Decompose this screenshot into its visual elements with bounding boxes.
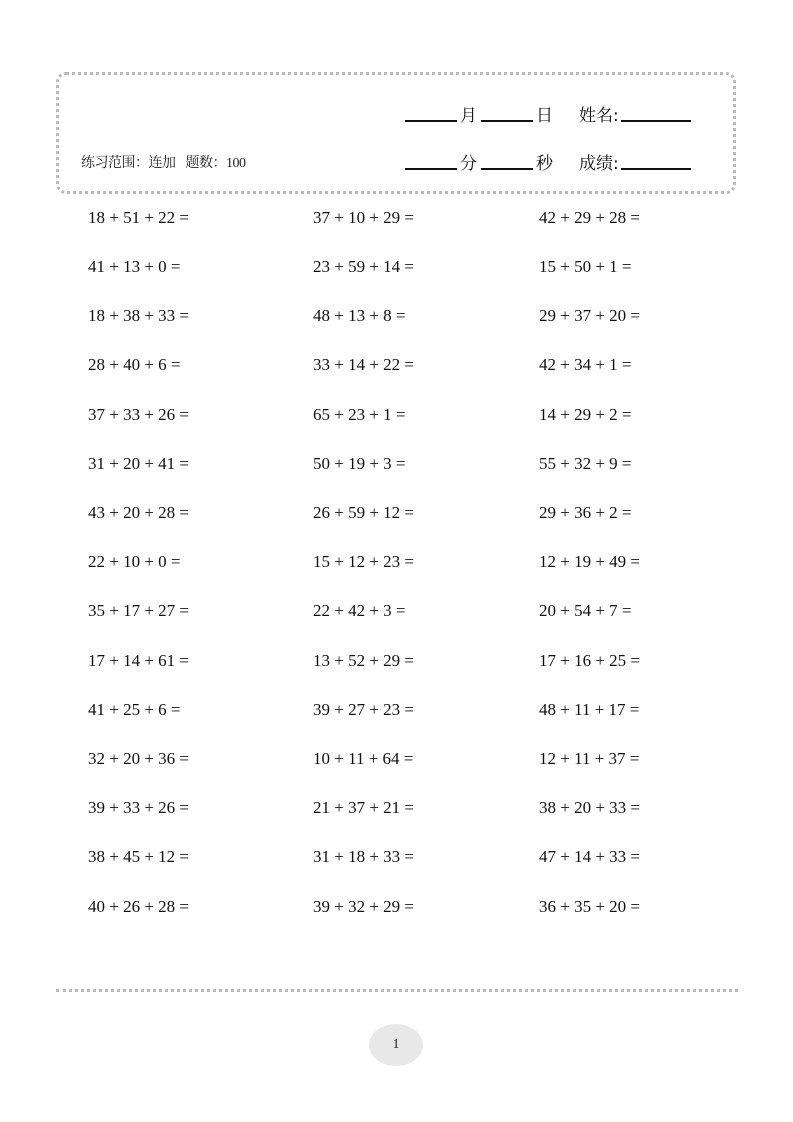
practice-range-label: 练习范围：连加 bbox=[81, 155, 176, 171]
problem-item: 43 + 20 + 28 = bbox=[88, 503, 190, 522]
problem-item: 21 + 37 + 21 = bbox=[313, 798, 415, 817]
problem-item: 22 + 10 + 0 = bbox=[88, 552, 181, 571]
problem-item: 50 + 19 + 3 = bbox=[313, 454, 406, 473]
problem-item: 17 + 14 + 61 = bbox=[88, 651, 190, 670]
practice-info bbox=[81, 152, 245, 172]
problem-item: 15 + 12 + 23 = bbox=[313, 552, 415, 571]
problem-item: 23 + 59 + 14 = bbox=[313, 257, 415, 276]
problem-item: 33 + 14 + 22 = bbox=[313, 355, 415, 374]
problem-item: 37 + 10 + 29 = bbox=[313, 208, 415, 227]
count-label: 题数： bbox=[185, 155, 226, 171]
problem-item: 17 + 16 + 25 = bbox=[539, 651, 641, 670]
problem-item: 38 + 20 + 33 = bbox=[539, 798, 641, 817]
problem-item: 10 + 11 + 64 = bbox=[313, 749, 414, 768]
problem-item: 29 + 37 + 20 = bbox=[539, 306, 641, 325]
problem-item: 37 + 33 + 26 = bbox=[88, 405, 190, 424]
problem-item: 55 + 32 + 9 = bbox=[539, 454, 632, 473]
problem-item: 35 + 17 + 27 = bbox=[88, 601, 190, 620]
problem-item: 42 + 34 + 1 = bbox=[539, 355, 632, 374]
problem-item: 39 + 32 + 29 = bbox=[313, 897, 415, 916]
problem-item: 41 + 13 + 0 = bbox=[88, 257, 181, 276]
day-label: 日 bbox=[536, 106, 553, 126]
problem-item: 20 + 54 + 7 = bbox=[539, 601, 632, 620]
worksheet-header bbox=[56, 72, 736, 194]
name-blank[interactable] bbox=[621, 119, 691, 122]
minute-blank[interactable] bbox=[405, 167, 457, 170]
problem-item: 38 + 45 + 12 = bbox=[88, 847, 190, 866]
page-number: 1 bbox=[392, 1037, 400, 1052]
day-blank[interactable] bbox=[481, 119, 533, 122]
problem-item: 13 + 52 + 29 = bbox=[313, 651, 415, 670]
problem-item: 12 + 11 + 37 = bbox=[539, 749, 640, 768]
footer-divider bbox=[56, 989, 738, 992]
problem-item: 18 + 51 + 22 = bbox=[88, 208, 190, 227]
problem-item: 48 + 13 + 8 = bbox=[313, 306, 406, 325]
problem-item: 40 + 26 + 28 = bbox=[88, 897, 190, 916]
score-label: 成绩: bbox=[579, 154, 619, 174]
problem-item: 48 + 11 + 17 = bbox=[539, 700, 640, 719]
problem-item: 36 + 35 + 20 = bbox=[539, 897, 641, 916]
problem-item: 15 + 50 + 1 = bbox=[539, 257, 632, 276]
problem-item: 42 + 29 + 28 = bbox=[539, 208, 641, 227]
count-value: 100 bbox=[225, 156, 246, 171]
month-label: 月 bbox=[460, 106, 477, 126]
problem-item: 39 + 33 + 26 = bbox=[88, 798, 190, 817]
problem-item: 32 + 20 + 36 = bbox=[88, 749, 190, 768]
problem-item: 31 + 18 + 33 = bbox=[313, 847, 415, 866]
problem-item: 12 + 19 + 49 = bbox=[539, 552, 641, 571]
month-blank[interactable] bbox=[405, 119, 457, 122]
name-label: 姓名: bbox=[579, 106, 619, 126]
problem-item: 14 + 29 + 2 = bbox=[539, 405, 632, 424]
problem-item: 31 + 20 + 41 = bbox=[88, 454, 190, 473]
problem-item: 65 + 23 + 1 = bbox=[313, 405, 406, 424]
date-name-row bbox=[405, 101, 691, 126]
second-blank[interactable] bbox=[481, 167, 533, 170]
minute-label: 分 bbox=[460, 154, 477, 174]
problem-item: 22 + 42 + 3 = bbox=[313, 601, 406, 620]
problem-item: 29 + 36 + 2 = bbox=[539, 503, 632, 522]
problem-item: 28 + 40 + 6 = bbox=[88, 355, 181, 374]
problem-item: 47 + 14 + 33 = bbox=[539, 847, 641, 866]
problem-item: 41 + 25 + 6 = bbox=[88, 700, 181, 719]
time-score-row bbox=[405, 149, 691, 174]
score-blank[interactable] bbox=[621, 167, 691, 170]
problem-item: 26 + 59 + 12 = bbox=[313, 503, 415, 522]
page-number-badge bbox=[369, 1024, 423, 1066]
problem-item: 39 + 27 + 23 = bbox=[313, 700, 415, 719]
problem-item: 18 + 38 + 33 = bbox=[88, 306, 190, 325]
second-label: 秒 bbox=[536, 154, 553, 174]
